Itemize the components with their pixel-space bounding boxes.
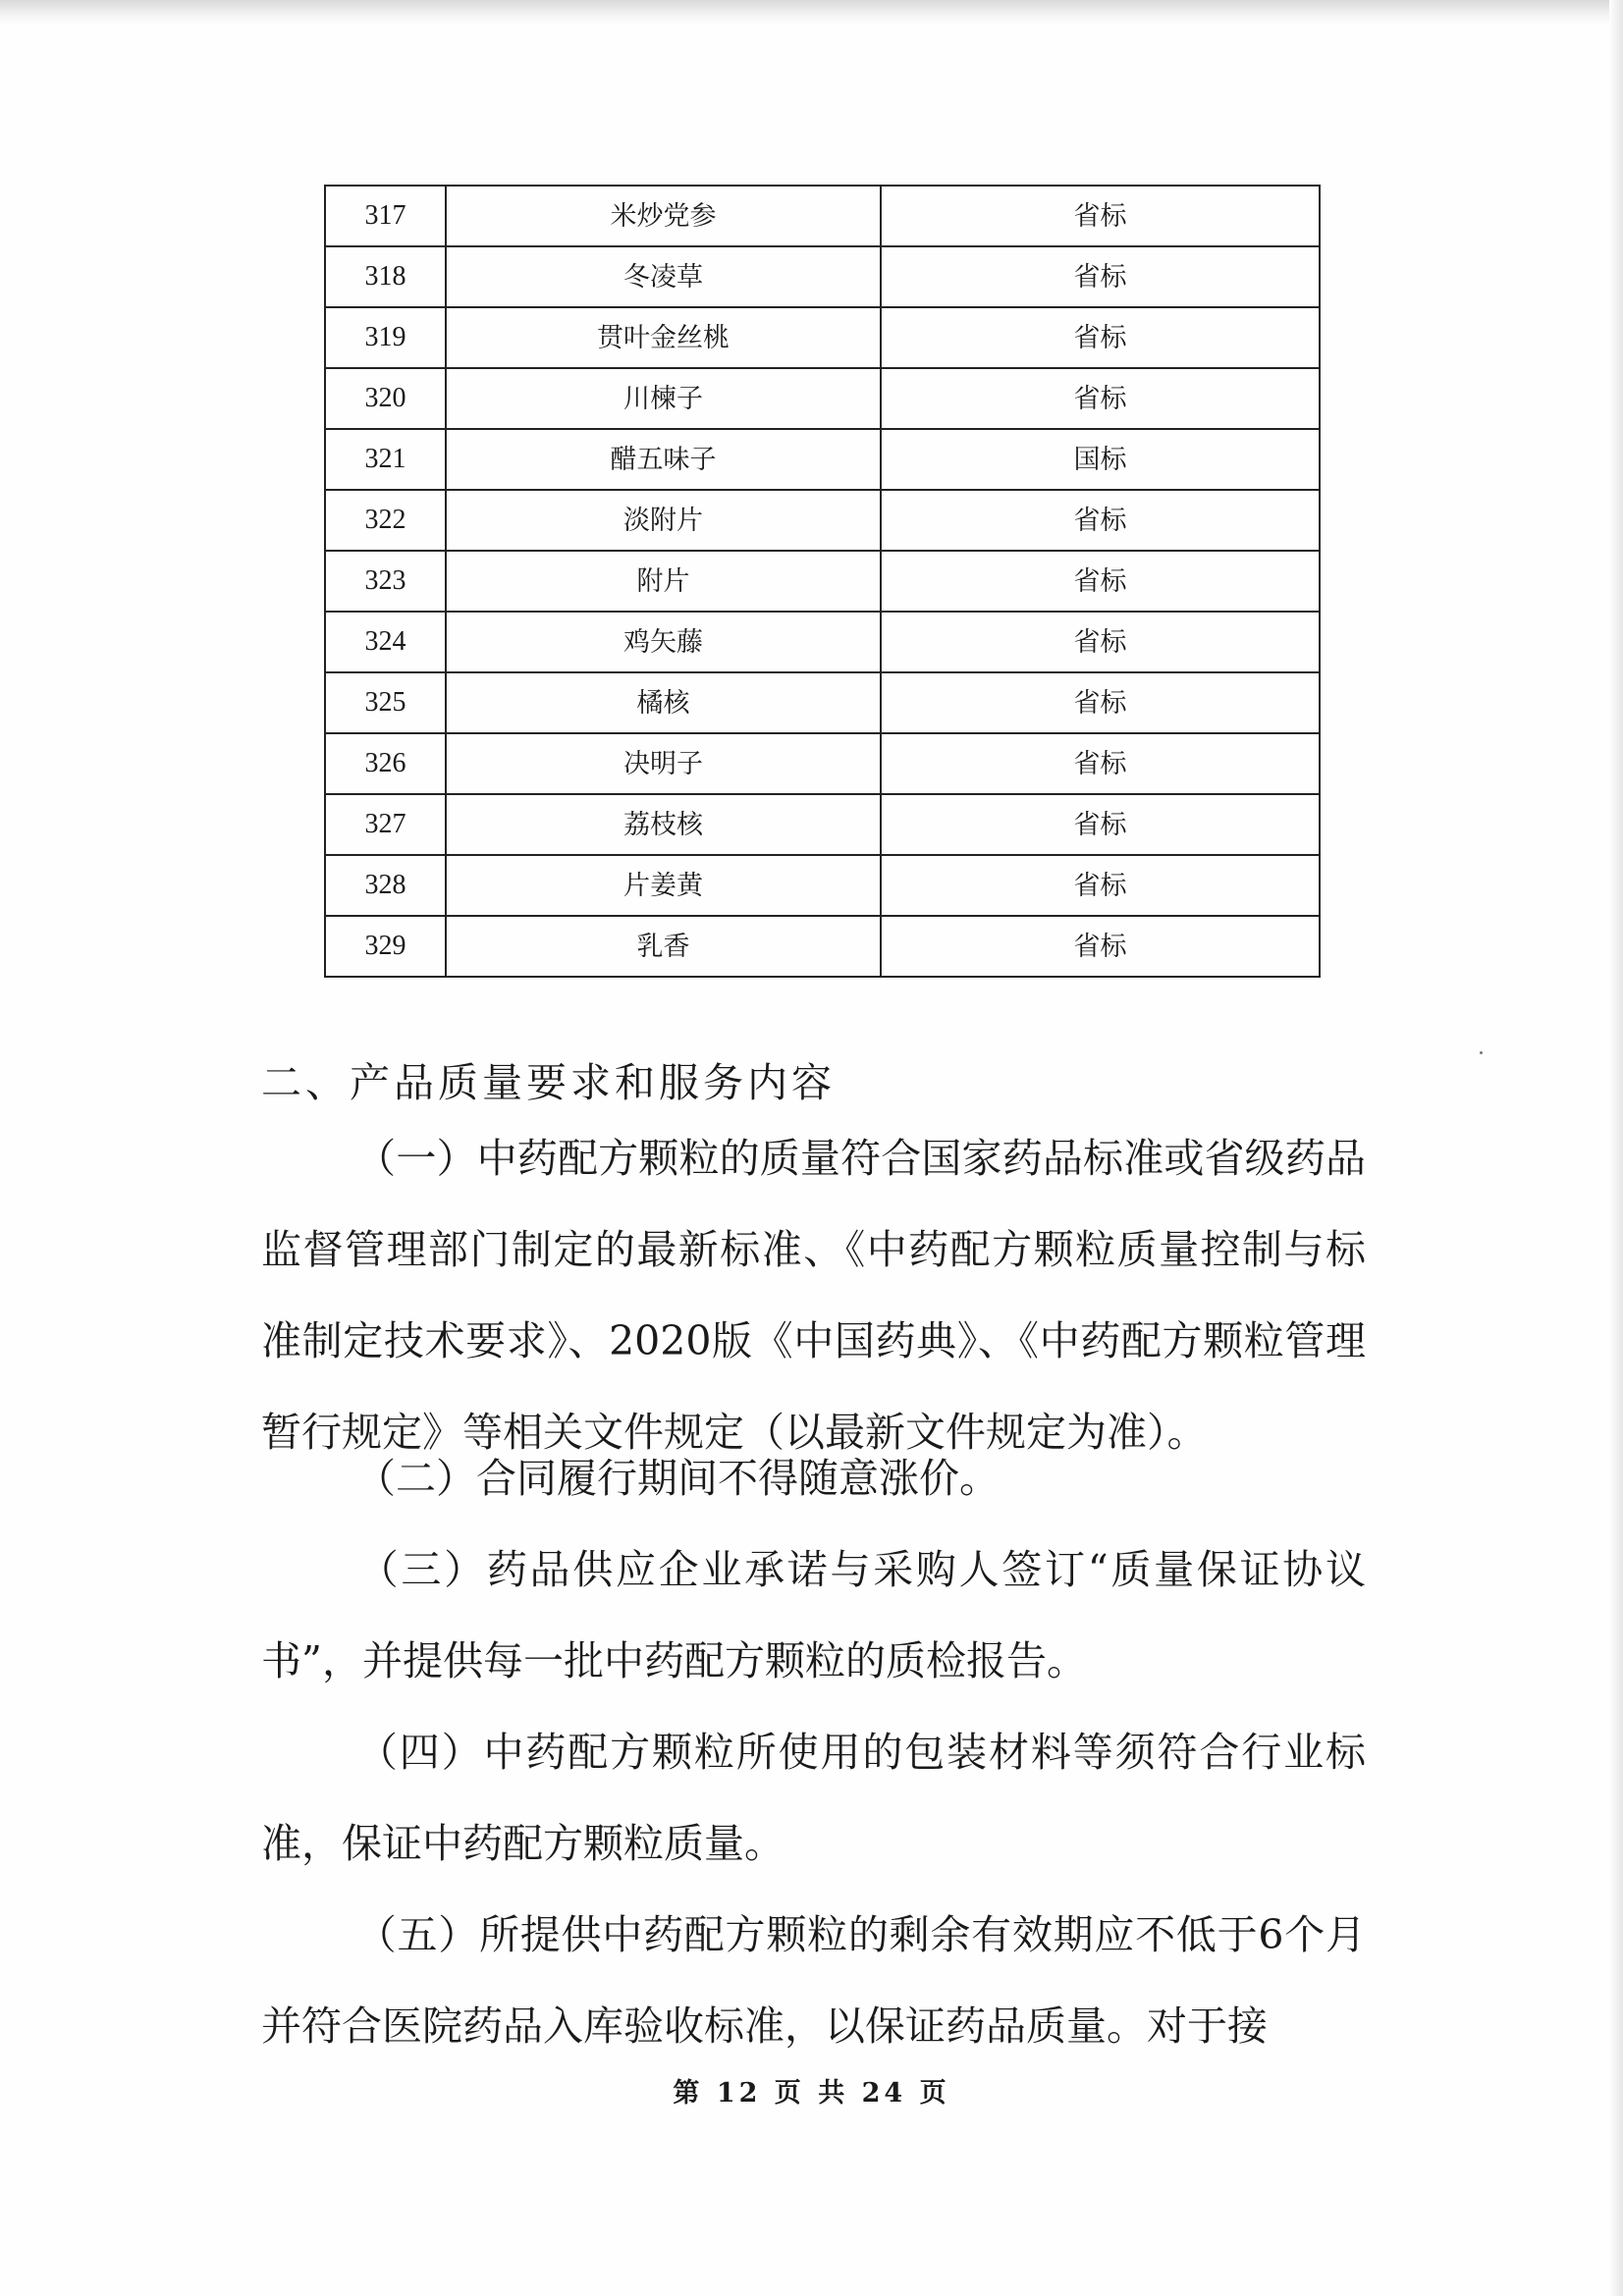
product-name-cell: 米炒党参 <box>446 186 881 246</box>
standard-cell: 省标 <box>881 672 1320 733</box>
row-number-cell: 326 <box>325 733 446 794</box>
product-name-cell: 附片 <box>446 551 881 612</box>
scan-speck <box>1480 1051 1483 1054</box>
page-footer: 第 12 页 共 24 页 <box>673 2078 950 2109</box>
table-row <box>325 916 1320 977</box>
product-name-cell: 鸡矢藤 <box>446 612 881 672</box>
product-name-cell: 淡附片 <box>446 490 881 551</box>
row-number-cell: 317 <box>325 186 446 246</box>
standard-cell: 省标 <box>881 490 1320 551</box>
paragraph-3-text: （三）药品供应企业承诺与采购人签订“质量保证协议书”，并提供每一批中药配方颗粒的质检报告。 <box>261 1546 1366 1684</box>
section-heading: 二、产品质量要求和服务内容 <box>261 1059 836 1106</box>
row-number-cell: 329 <box>325 916 446 977</box>
product-table <box>324 185 1321 978</box>
paragraph-2-text: （二）合同履行期间不得随意涨价。 <box>355 1455 1000 1502</box>
paragraph-1 <box>261 1113 1366 1478</box>
row-number-cell: 327 <box>325 794 446 855</box>
product-table-body <box>325 186 1320 977</box>
scan-edge-top <box>0 0 1623 26</box>
paragraph-2 <box>261 1433 1366 1524</box>
standard-cell: 省标 <box>881 307 1320 368</box>
standard-cell: 省标 <box>881 551 1320 612</box>
table-row <box>325 490 1320 551</box>
table-row <box>325 612 1320 672</box>
standard-cell: 省标 <box>881 733 1320 794</box>
row-number-cell: 320 <box>325 368 446 429</box>
table-row <box>325 186 1320 246</box>
scan-edge-right <box>1609 0 1623 2296</box>
table-row <box>325 855 1320 916</box>
row-number-cell: 318 <box>325 246 446 307</box>
standard-cell: 国标 <box>881 429 1320 490</box>
row-number-cell: 328 <box>325 855 446 916</box>
table-row <box>325 429 1320 490</box>
standard-cell: 省标 <box>881 916 1320 977</box>
product-name-cell: 片姜黄 <box>446 855 881 916</box>
table-row <box>325 368 1320 429</box>
table-row <box>325 246 1320 307</box>
paragraph-4-text: （四）中药配方颗粒所使用的包装材料等须符合行业标准，保证中药配方颗粒质量。 <box>261 1729 1366 1867</box>
paragraph-3 <box>261 1524 1366 1707</box>
product-name-cell: 川楝子 <box>446 368 881 429</box>
paragraph-5 <box>261 1890 1366 2072</box>
table-row <box>325 672 1320 733</box>
row-number-cell: 325 <box>325 672 446 733</box>
standard-cell: 省标 <box>881 368 1320 429</box>
row-number-cell: 319 <box>325 307 446 368</box>
product-name-cell: 乳香 <box>446 916 881 977</box>
product-name-cell: 醋五味子 <box>446 429 881 490</box>
table-row <box>325 551 1320 612</box>
row-number-cell: 322 <box>325 490 446 551</box>
paragraph-5-text: （五）所提供中药配方颗粒的剩余有效期应不低于6个月并符合医院药品入库验收标准，以保证药品质量。对于接 <box>261 1911 1366 2050</box>
paragraph-4 <box>261 1707 1366 1890</box>
row-number-cell: 321 <box>325 429 446 490</box>
row-number-cell: 324 <box>325 612 446 672</box>
product-name-cell: 冬凌草 <box>446 246 881 307</box>
standard-cell: 省标 <box>881 186 1320 246</box>
table-row <box>325 733 1320 794</box>
product-name-cell: 橘核 <box>446 672 881 733</box>
product-name-cell: 贯叶金丝桃 <box>446 307 881 368</box>
standard-cell: 省标 <box>881 246 1320 307</box>
row-number-cell: 323 <box>325 551 446 612</box>
paragraph-1-text: （一）中药配方颗粒的质量符合国家药品标准或省级药品监督管理部门制定的最新标准、《中药配方颗粒质量控制与标准制定技术要求》、2020版《中国药典》、《中药配方颗粒管理暂行规定》等相关文件规定（以最新文件规定为准）。 <box>261 1135 1366 1456</box>
table-row <box>325 794 1320 855</box>
product-name-cell: 决明子 <box>446 733 881 794</box>
product-name-cell: 荔枝核 <box>446 794 881 855</box>
standard-cell: 省标 <box>881 855 1320 916</box>
table-row <box>325 307 1320 368</box>
standard-cell: 省标 <box>881 612 1320 672</box>
standard-cell: 省标 <box>881 794 1320 855</box>
